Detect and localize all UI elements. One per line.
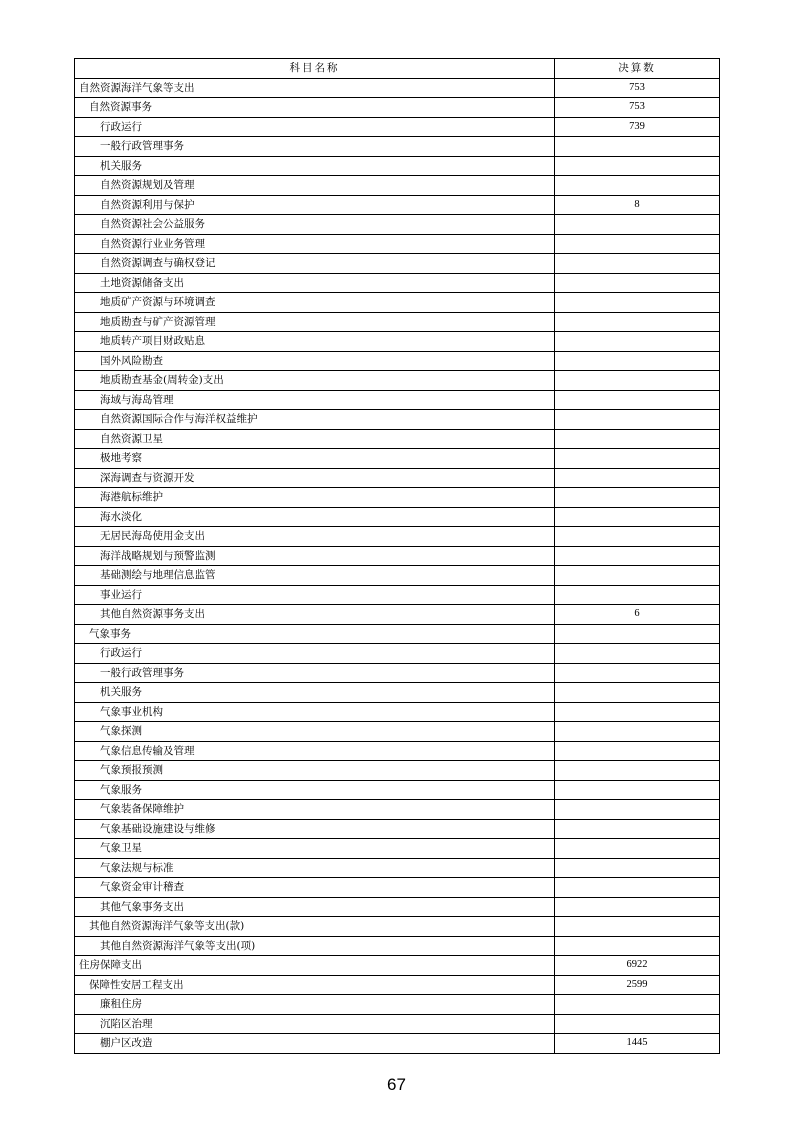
table-row <box>75 624 720 644</box>
table-row <box>75 858 720 878</box>
table-row <box>75 663 720 683</box>
table-row <box>75 117 720 137</box>
table-row <box>75 956 720 976</box>
row-final-amount <box>555 234 720 254</box>
row-final-amount <box>555 819 720 839</box>
table-row <box>75 195 720 215</box>
row-subject-name: 自然资源国际合作与海洋权益维护 <box>75 410 555 430</box>
row-final-amount <box>555 507 720 527</box>
table-row <box>75 312 720 332</box>
row-final-amount <box>555 741 720 761</box>
row-final-amount <box>555 215 720 235</box>
row-subject-name: 自然资源行业业务管理 <box>75 234 555 254</box>
table-row <box>75 176 720 196</box>
table-row <box>75 800 720 820</box>
table-body <box>75 78 720 1053</box>
row-final-amount <box>555 858 720 878</box>
row-final-amount <box>555 468 720 488</box>
row-subject-name: 住房保障支出 <box>75 956 555 976</box>
table-row <box>75 137 720 157</box>
table-row <box>75 605 720 625</box>
row-subject-name: 海港航标维护 <box>75 488 555 508</box>
table-row <box>75 78 720 98</box>
row-subject-name: 国外风险勘查 <box>75 351 555 371</box>
row-subject-name: 气象基础设施建设与维修 <box>75 819 555 839</box>
row-final-amount <box>555 585 720 605</box>
table-row <box>75 527 720 547</box>
table-row <box>75 429 720 449</box>
row-subject-name: 一般行政管理事务 <box>75 137 555 157</box>
row-subject-name: 气象卫星 <box>75 839 555 859</box>
row-subject-name: 无居民海岛使用金支出 <box>75 527 555 547</box>
table-row <box>75 644 720 664</box>
table-row <box>75 878 720 898</box>
header-final-amount: 决算数 <box>555 59 720 79</box>
row-subject-name: 极地考察 <box>75 449 555 469</box>
row-final-amount <box>555 254 720 274</box>
row-subject-name: 自然资源海洋气象等支出 <box>75 78 555 98</box>
row-subject-name: 机关服务 <box>75 683 555 703</box>
row-final-amount <box>555 332 720 352</box>
table-row <box>75 390 720 410</box>
row-final-amount: 739 <box>555 117 720 137</box>
table-row <box>75 410 720 430</box>
row-final-amount <box>555 683 720 703</box>
table-row <box>75 293 720 313</box>
row-final-amount <box>555 702 720 722</box>
table-row <box>75 741 720 761</box>
table-row <box>75 546 720 566</box>
row-subject-name: 自然资源利用与保护 <box>75 195 555 215</box>
row-subject-name: 沉陷区治理 <box>75 1014 555 1034</box>
table-row <box>75 780 720 800</box>
row-final-amount: 753 <box>555 98 720 118</box>
row-subject-name: 气象事务 <box>75 624 555 644</box>
row-subject-name: 气象探测 <box>75 722 555 742</box>
table-row <box>75 975 720 995</box>
table-row <box>75 1014 720 1034</box>
table-row <box>75 936 720 956</box>
row-final-amount <box>555 449 720 469</box>
row-final-amount: 8 <box>555 195 720 215</box>
row-subject-name: 其他自然资源海洋气象等支出(款) <box>75 917 555 937</box>
row-subject-name: 廉租住房 <box>75 995 555 1015</box>
table-row <box>75 468 720 488</box>
row-final-amount <box>555 312 720 332</box>
row-subject-name: 气象预报预测 <box>75 761 555 781</box>
table-row <box>75 332 720 352</box>
table-row <box>75 761 720 781</box>
row-subject-name: 气象信息传输及管理 <box>75 741 555 761</box>
table-row <box>75 449 720 469</box>
row-final-amount <box>555 390 720 410</box>
row-final-amount: 6922 <box>555 956 720 976</box>
row-final-amount <box>555 878 720 898</box>
row-final-amount <box>555 761 720 781</box>
row-final-amount <box>555 624 720 644</box>
row-final-amount <box>555 410 720 430</box>
table-row <box>75 897 720 917</box>
table-row <box>75 488 720 508</box>
row-final-amount <box>555 546 720 566</box>
row-final-amount <box>555 936 720 956</box>
row-subject-name: 海水淡化 <box>75 507 555 527</box>
row-subject-name: 气象事业机构 <box>75 702 555 722</box>
budget-table <box>74 58 720 1054</box>
row-subject-name: 海洋战略规划与预警监测 <box>75 546 555 566</box>
table-row <box>75 819 720 839</box>
row-final-amount <box>555 839 720 859</box>
row-subject-name: 一般行政管理事务 <box>75 663 555 683</box>
row-final-amount: 6 <box>555 605 720 625</box>
row-final-amount: 1445 <box>555 1034 720 1054</box>
row-subject-name: 事业运行 <box>75 585 555 605</box>
page-number: 67 <box>387 1075 406 1094</box>
row-final-amount <box>555 780 720 800</box>
row-final-amount <box>555 566 720 586</box>
row-final-amount <box>555 722 720 742</box>
row-final-amount <box>555 137 720 157</box>
table-row <box>75 351 720 371</box>
row-subject-name: 气象资金审计稽查 <box>75 878 555 898</box>
table-row <box>75 722 720 742</box>
table-row <box>75 507 720 527</box>
row-final-amount <box>555 429 720 449</box>
table-row <box>75 273 720 293</box>
row-subject-name: 其他自然资源海洋气象等支出(项) <box>75 936 555 956</box>
row-subject-name: 地质矿产资源与环境调查 <box>75 293 555 313</box>
table-row <box>75 585 720 605</box>
row-subject-name: 基础测绘与地理信息监管 <box>75 566 555 586</box>
row-final-amount <box>555 371 720 391</box>
row-final-amount <box>555 351 720 371</box>
table-row <box>75 98 720 118</box>
row-subject-name: 自然资源事务 <box>75 98 555 118</box>
table-header-row <box>75 59 720 79</box>
table-row <box>75 215 720 235</box>
table-row <box>75 156 720 176</box>
table-row <box>75 254 720 274</box>
row-subject-name: 地质勘查基金(周转金)支出 <box>75 371 555 391</box>
row-final-amount <box>555 800 720 820</box>
row-subject-name: 深海调查与资源开发 <box>75 468 555 488</box>
row-subject-name: 土地资源储备支出 <box>75 273 555 293</box>
row-subject-name: 其他气象事务支出 <box>75 897 555 917</box>
row-subject-name: 自然资源规划及管理 <box>75 176 555 196</box>
row-final-amount <box>555 273 720 293</box>
table-row <box>75 839 720 859</box>
row-final-amount <box>555 156 720 176</box>
row-subject-name: 自然资源卫星 <box>75 429 555 449</box>
row-subject-name: 保障性安居工程支出 <box>75 975 555 995</box>
row-final-amount <box>555 644 720 664</box>
row-final-amount: 753 <box>555 78 720 98</box>
row-final-amount <box>555 293 720 313</box>
row-subject-name: 气象服务 <box>75 780 555 800</box>
row-subject-name: 海域与海岛管理 <box>75 390 555 410</box>
table-row <box>75 566 720 586</box>
row-subject-name: 机关服务 <box>75 156 555 176</box>
row-final-amount <box>555 1014 720 1034</box>
table-row <box>75 917 720 937</box>
row-subject-name: 行政运行 <box>75 644 555 664</box>
row-subject-name: 行政运行 <box>75 117 555 137</box>
row-subject-name: 地质转产项目财政贴息 <box>75 332 555 352</box>
row-subject-name: 地质勘查与矿产资源管理 <box>75 312 555 332</box>
row-subject-name: 气象装备保障维护 <box>75 800 555 820</box>
row-subject-name: 自然资源社会公益服务 <box>75 215 555 235</box>
table-row <box>75 371 720 391</box>
row-final-amount <box>555 917 720 937</box>
table-row <box>75 702 720 722</box>
table-row <box>75 1034 720 1054</box>
header-subject-name: 科目名称 <box>75 59 555 79</box>
row-final-amount <box>555 488 720 508</box>
row-final-amount <box>555 663 720 683</box>
row-final-amount <box>555 995 720 1015</box>
row-final-amount <box>555 897 720 917</box>
row-subject-name: 气象法规与标准 <box>75 858 555 878</box>
row-final-amount <box>555 527 720 547</box>
row-subject-name: 棚户区改造 <box>75 1034 555 1054</box>
row-final-amount: 2599 <box>555 975 720 995</box>
row-final-amount <box>555 176 720 196</box>
row-subject-name: 自然资源调查与确权登记 <box>75 254 555 274</box>
row-subject-name: 其他自然资源事务支出 <box>75 605 555 625</box>
table-row <box>75 683 720 703</box>
table-row <box>75 234 720 254</box>
table-row <box>75 995 720 1015</box>
